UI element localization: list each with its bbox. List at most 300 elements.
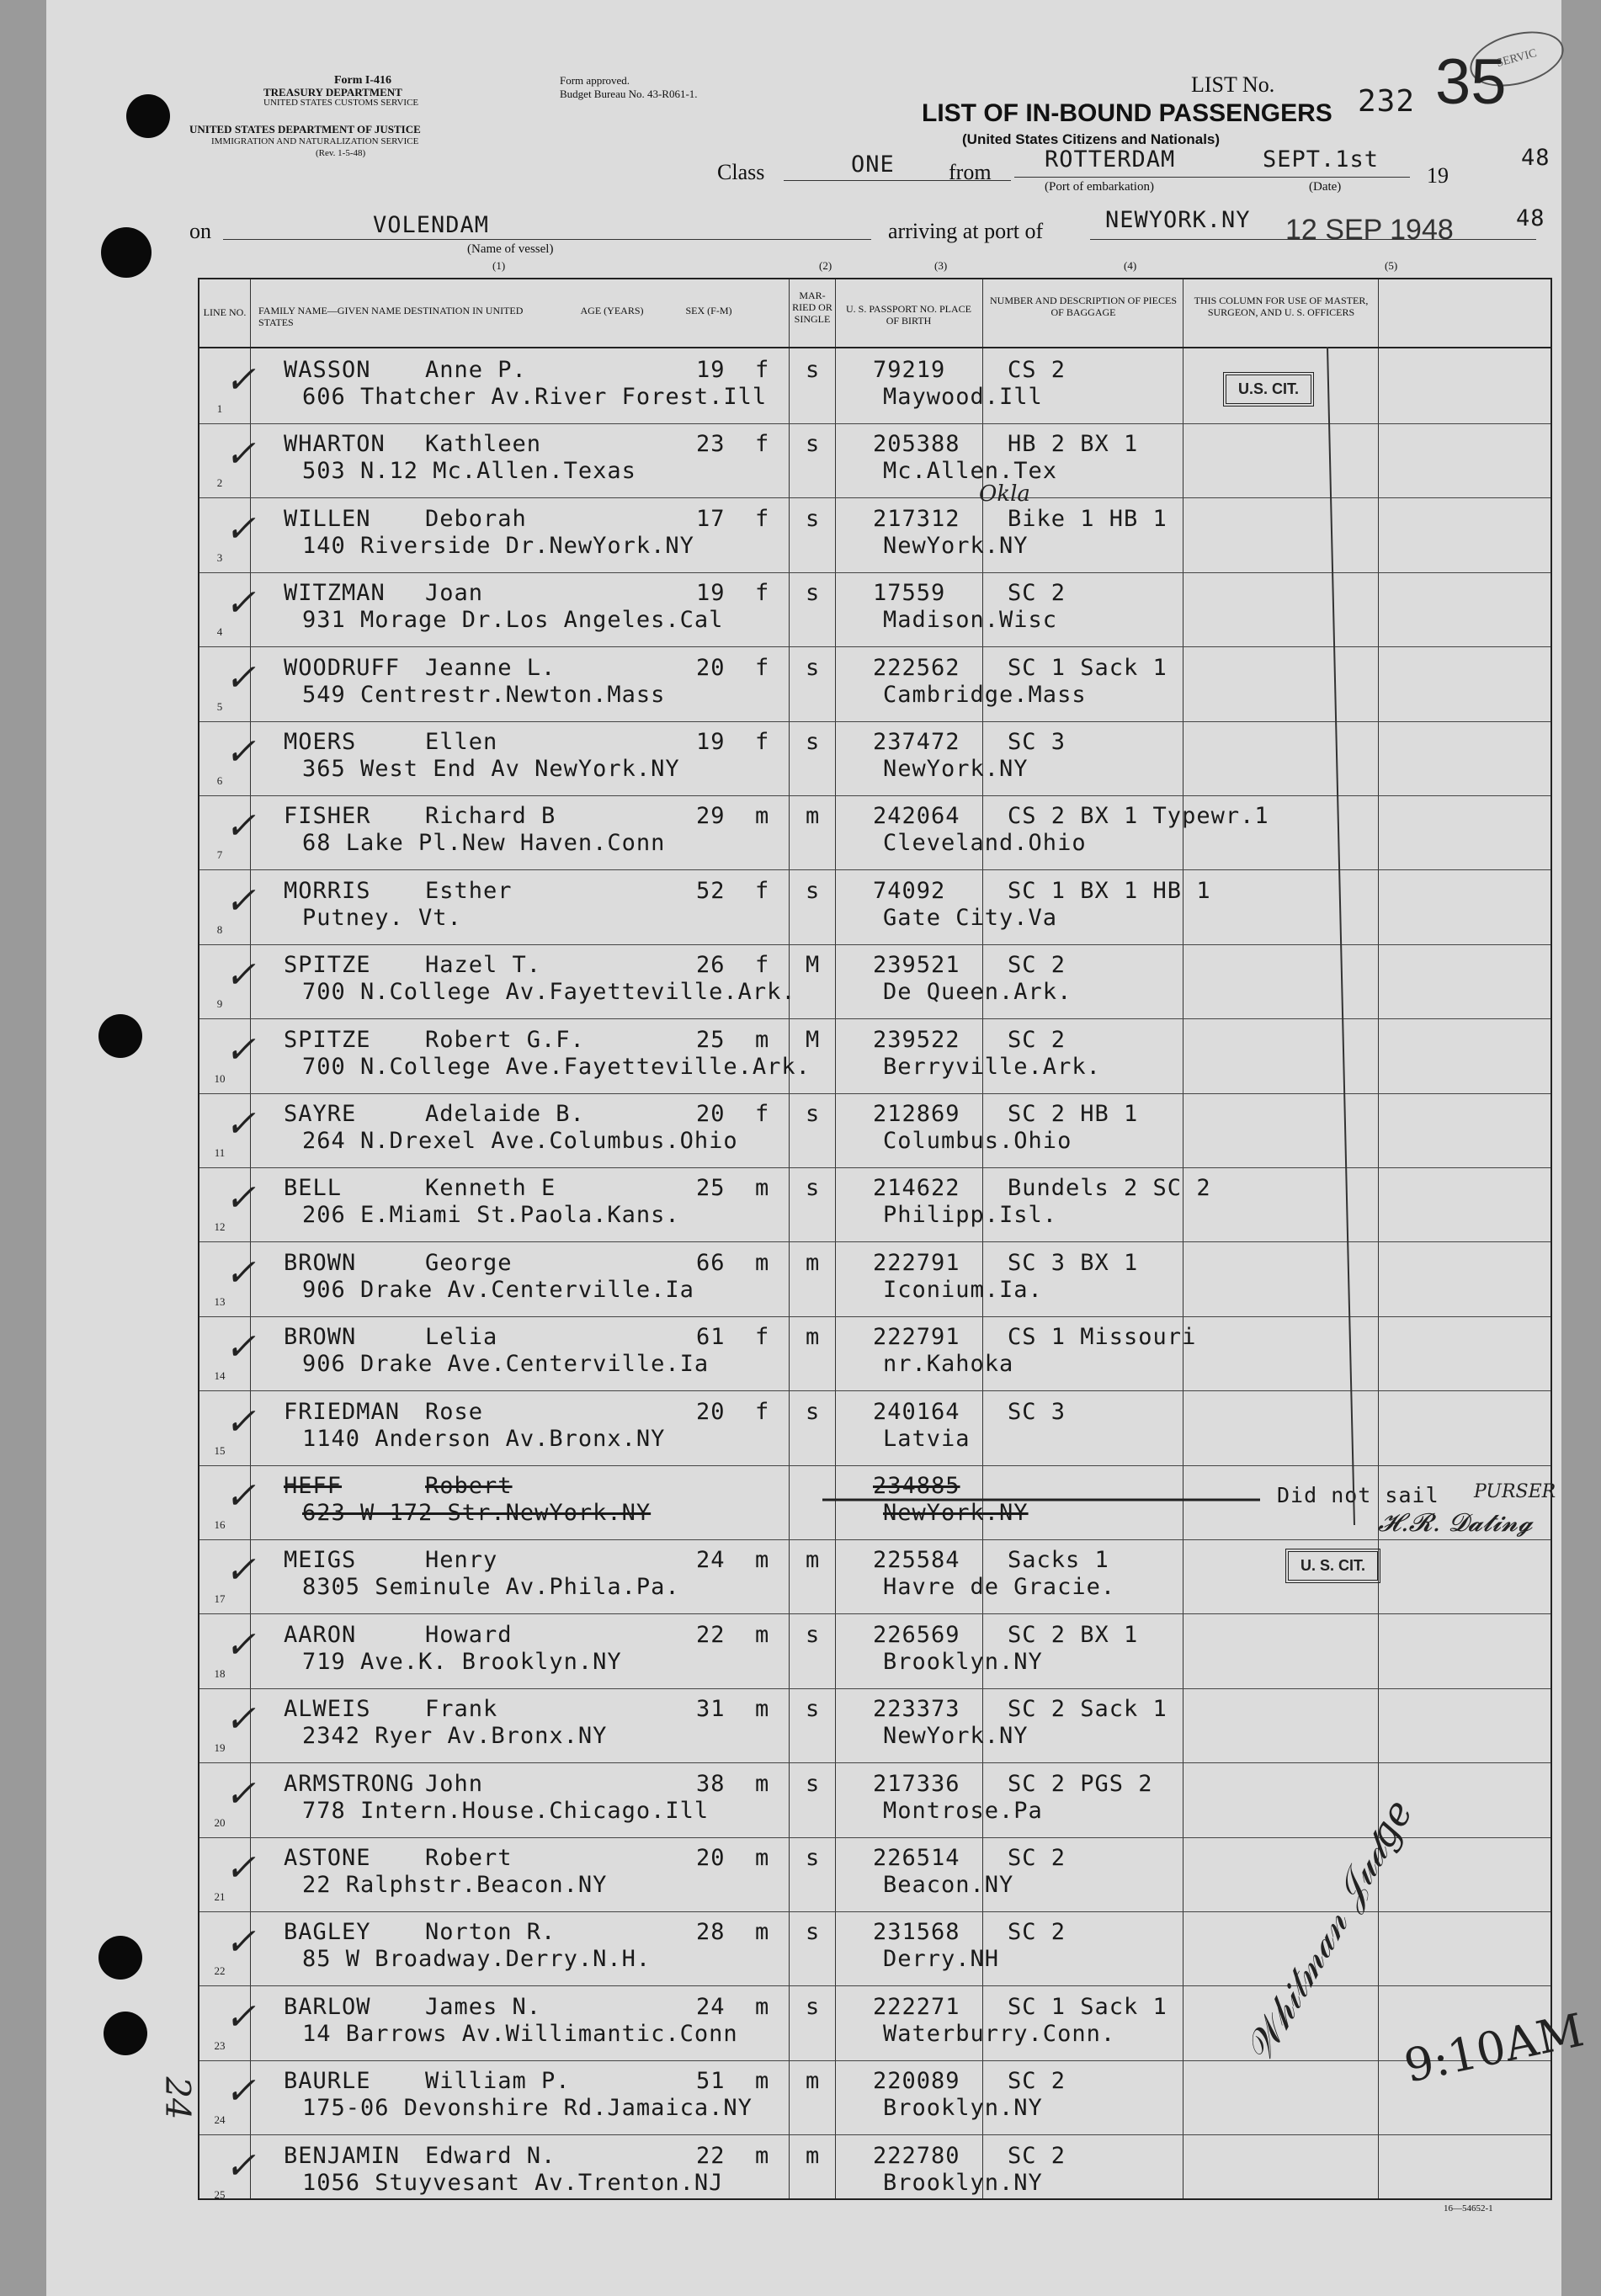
place-of-birth: Cambridge.Mass <box>883 681 1087 708</box>
address: 175-06 Devonshire Rd.Jamaica.NY <box>302 2095 753 2122</box>
line-number: 7 <box>216 848 223 862</box>
surname: MEIGS <box>284 1547 357 1574</box>
baggage: SC 3 <box>1008 1398 1066 1425</box>
line-number: 25 <box>214 2187 226 2201</box>
given-name: Anne P. <box>425 357 527 383</box>
given-name: Hazel T. <box>425 952 542 979</box>
passport-number: 205388 <box>873 431 960 458</box>
place-of-birth: Montrose.Pa <box>883 1797 1043 1824</box>
check-mark-icon: ✓ <box>225 433 256 476</box>
surname: MORRIS <box>284 877 371 904</box>
line-number: 14 <box>214 1369 226 1383</box>
line-number: 19 <box>214 1741 226 1755</box>
inspector-signature: 𝒲𝒽𝒾𝓉𝓂𝒶𝓃 𝒥𝓊𝒹𝑔𝑒 <box>1235 1791 1422 2070</box>
check-mark-icon: ✓ <box>225 1549 256 1592</box>
surname: WASSON <box>284 357 371 383</box>
passenger-table <box>198 278 1588 2201</box>
year-suffix: 48 <box>1521 145 1550 171</box>
vessel-underline <box>223 239 871 240</box>
passport-number: 240164 <box>873 1398 960 1425</box>
check-mark-icon: ✓ <box>225 1251 256 1294</box>
address: 264 N.Drexel Ave.Columbus.Ohio <box>302 1128 738 1154</box>
passport-number: 242064 <box>873 803 960 830</box>
caption-2: (2) <box>819 259 832 272</box>
line-number: 4 <box>216 625 223 639</box>
passport-number: 222791 <box>873 1249 960 1276</box>
line-number: 22 <box>214 1964 226 1978</box>
justice-label: UNITED STATES DEPARTMENT OF JUSTICE <box>189 123 421 136</box>
age: 23 <box>696 431 726 458</box>
given-name: Ellen <box>425 729 498 755</box>
place-of-birth: Cleveland.Ohio <box>883 830 1087 857</box>
surname: AARON <box>284 1621 357 1648</box>
marital-status: m <box>806 2142 821 2169</box>
surname: FRIEDMAN <box>284 1398 401 1425</box>
vessel-caption: (Name of vessel) <box>467 242 554 256</box>
age: 25 <box>696 1175 726 1202</box>
age: 20 <box>696 1101 726 1127</box>
passport-number: 226569 <box>873 1621 960 1648</box>
baggage: HB 2 BX 1 <box>1008 431 1139 458</box>
baggage: SC 2 <box>1008 1026 1066 1053</box>
place-of-birth: Beacon.NY <box>883 1872 1014 1898</box>
check-mark-icon: ✓ <box>225 1847 256 1889</box>
age: 19 <box>696 357 726 383</box>
marital-status: s <box>806 1770 821 1797</box>
given-name: William P. <box>425 2068 571 2095</box>
form-number: Form I-416 <box>334 74 392 87</box>
table-row <box>199 1987 1550 2061</box>
sex: m <box>755 1026 770 1053</box>
check-mark-icon: ✓ <box>225 954 256 997</box>
given-name: Kathleen <box>425 431 542 458</box>
arrival-date-stamp: 12 SEP 1948 <box>1285 214 1454 246</box>
departure-date: SEPT.1st <box>1263 146 1380 173</box>
sex: f <box>755 1324 770 1351</box>
address: 2342 Ryer Av.Bronx.NY <box>302 1723 608 1750</box>
line-number: 24 <box>214 2113 226 2127</box>
surname: BARLOW <box>284 1993 371 2020</box>
handwritten-time: 9:10AM <box>1399 2003 1588 2093</box>
check-mark-icon: ✓ <box>225 1400 256 1443</box>
place-of-birth: NewYork.NY <box>883 756 1029 782</box>
age: 52 <box>696 877 726 904</box>
list-no-handwritten: 35 <box>1435 46 1507 118</box>
revision-label: (Rev. 1-5-48) <box>316 148 366 158</box>
caption-5: (5) <box>1385 259 1398 272</box>
sex: f <box>755 505 770 532</box>
surname: ASTONE <box>284 1845 371 1871</box>
passport-number: 222791 <box>873 1324 960 1351</box>
footer-code: 16—54652-1 <box>1444 2203 1493 2214</box>
given-name: Rose <box>425 1398 484 1425</box>
given-name: Kenneth E <box>425 1175 556 1202</box>
given-name: Edward N. <box>425 2142 556 2169</box>
budget-label: Budget Bureau No. 43-R061-1. <box>560 88 698 100</box>
line-number: 1 <box>216 402 223 415</box>
marital-status: s <box>806 431 821 458</box>
surname: HEFF <box>284 1473 343 1499</box>
marital-status: s <box>806 729 821 755</box>
marital-status: s <box>806 357 821 383</box>
line-number: 16 <box>214 1518 226 1531</box>
check-mark-icon: ✓ <box>225 656 256 699</box>
address: 1056 Stuyvesant Av.Trenton.NJ <box>302 2169 724 2196</box>
customs-label: UNITED STATES CUSTOMS SERVICE <box>263 98 419 108</box>
address: 14 Barrows Av.Willimantic.Conn <box>302 2020 738 2047</box>
line-number: 21 <box>214 1890 226 1903</box>
address: 931 Morage Dr.Los Angeles.Cal <box>302 607 724 634</box>
baggage: Bundels 2 SC 2 <box>1008 1175 1211 1202</box>
baggage: SC 2 <box>1008 1845 1066 1871</box>
year-prefix: 19 <box>1427 163 1449 188</box>
baggage: SC 3 <box>1008 729 1066 755</box>
given-name: George <box>425 1249 513 1276</box>
class-value: ONE <box>851 151 895 178</box>
baggage: SC 2 HB 1 <box>1008 1101 1139 1127</box>
marital-status: m <box>806 1547 821 1574</box>
passport-number: 74092 <box>873 877 946 904</box>
line-number: 17 <box>214 1592 226 1606</box>
address: 623 W 172 Str.NewYork.NY <box>302 1500 652 1526</box>
baggage: SC 2 <box>1008 1919 1066 1946</box>
age: 26 <box>696 952 726 979</box>
given-name: Adelaide B. <box>425 1101 585 1127</box>
place-of-birth: Madison.Wisc <box>883 607 1058 634</box>
address: 503 N.12 Mc.Allen.Texas <box>302 458 636 485</box>
place-of-birth: Waterburry.Conn. <box>883 2020 1116 2047</box>
page-title: LIST OF IN-BOUND PASSENGERS <box>922 99 1332 127</box>
baggage: CS 2 BX 1 Typewr.1 <box>1008 803 1269 830</box>
table-row <box>199 1615 1550 1689</box>
place-of-birth: NewYork.NY <box>883 532 1029 559</box>
age: 24 <box>696 1993 726 2020</box>
arrival-underline <box>1090 239 1536 240</box>
place-of-birth: Berryville.Ark. <box>883 1053 1101 1080</box>
document-page <box>46 0 1588 2296</box>
place-of-birth: De Queen.Ark. <box>883 979 1072 1006</box>
marital-status: s <box>806 1101 821 1127</box>
surname: BAGLEY <box>284 1919 371 1946</box>
given-name: Robert G.F. <box>425 1026 585 1053</box>
check-mark-icon: ✓ <box>225 1475 256 1517</box>
age: 20 <box>696 654 726 681</box>
line-number: 20 <box>214 1815 226 1829</box>
passport-number: 214622 <box>873 1175 960 1202</box>
address: 606 Thatcher Av.River Forest.Ill <box>302 384 768 410</box>
table-row <box>199 1764 1550 1838</box>
check-mark-icon: ✓ <box>225 507 256 550</box>
approval-label: Form approved. <box>560 74 630 87</box>
line-number: 6 <box>216 774 223 787</box>
given-name: Robert <box>425 1845 513 1871</box>
passport-number: 223373 <box>873 1696 960 1723</box>
age: 66 <box>696 1249 726 1276</box>
sex: m <box>755 1175 770 1202</box>
list-no-label: LIST No. <box>1191 72 1275 97</box>
marital-status: m <box>806 1249 821 1276</box>
address: 206 E.Miami St.Paola.Kans. <box>302 1202 680 1229</box>
passport-number: 17559 <box>873 580 946 607</box>
treasury-label: TREASURY DEPARTMENT <box>263 86 402 98</box>
sex: m <box>755 1696 770 1723</box>
line-number: 23 <box>214 2038 226 2052</box>
col-officers: THIS COLUMN FOR USE OF MASTER, SURGEON, AND U. S. OFFICERS <box>1194 295 1369 318</box>
caption-4: (4) <box>1124 259 1137 272</box>
sex: f <box>755 357 770 383</box>
surname: BROWN <box>284 1249 357 1276</box>
place-of-birth: Derry.NH <box>883 1946 1000 1973</box>
line-number: 3 <box>216 550 223 564</box>
sex: m <box>755 1845 770 1871</box>
line-number: 11 <box>214 1146 226 1159</box>
marital-status: m <box>806 803 821 830</box>
col-family-name: FAMILY NAME—GIVEN NAME DESTINATION IN UNITED STATES <box>258 305 524 328</box>
surname: WILLEN <box>284 505 371 532</box>
check-mark-icon: ✓ <box>225 805 256 848</box>
binder-hole <box>98 1936 142 1980</box>
check-mark-icon: ✓ <box>225 1698 256 1741</box>
address: 719 Ave.K. Brooklyn.NY <box>302 1648 622 1675</box>
margin-handwriting: 24 <box>157 2076 197 2120</box>
ins-label: IMMIGRATION AND NATURALIZATION SERVICE <box>211 136 419 146</box>
binder-hole <box>126 94 170 138</box>
sex: m <box>755 1770 770 1797</box>
class-label: Class <box>717 160 765 184</box>
marital-status: m <box>806 1324 821 1351</box>
address: 778 Intern.House.Chicago.Ill <box>302 1797 710 1824</box>
marital-status: s <box>806 1919 821 1946</box>
given-name: Joan <box>425 580 484 607</box>
check-mark-icon: ✓ <box>225 1995 256 2038</box>
age: 22 <box>696 2142 726 2169</box>
check-mark-icon: ✓ <box>225 879 256 922</box>
given-name: Robert <box>425 1473 513 1499</box>
marital-status: M <box>806 1026 821 1053</box>
age: 28 <box>696 1919 726 1946</box>
sex: m <box>755 1993 770 2020</box>
surname: WITZMAN <box>284 580 386 607</box>
check-mark-icon: ✓ <box>225 1103 256 1145</box>
given-name: Howard <box>425 1621 513 1648</box>
place-of-birth: Latvia <box>883 1425 971 1452</box>
baggage: SC 2 PGS 2 <box>1008 1770 1153 1797</box>
okla-correction: Okla <box>979 481 1030 507</box>
sex: m <box>755 1249 770 1276</box>
baggage: Sacks 1 <box>1008 1547 1109 1574</box>
passport-number: 79219 <box>873 357 946 383</box>
age: 61 <box>696 1324 726 1351</box>
given-name: Frank <box>425 1696 498 1723</box>
line-number: 9 <box>216 997 223 1011</box>
sex: f <box>755 654 770 681</box>
baggage: SC 1 Sack 1 <box>1008 654 1168 681</box>
address: 8305 Seminule Av.Phila.Pa. <box>302 1574 680 1601</box>
surname: ARMSTRONG <box>284 1770 415 1797</box>
address: 906 Drake Ave.Centerville.Ia <box>302 1351 710 1378</box>
place-of-birth: Brooklyn.NY <box>883 2095 1043 2122</box>
baggage: SC 1 BX 1 HB 1 <box>1008 877 1211 904</box>
surname: ALWEIS <box>284 1696 371 1723</box>
sex: f <box>755 952 770 979</box>
passport-number: 226514 <box>873 1845 960 1871</box>
line-number: 5 <box>216 699 223 713</box>
purser-signature: 𝓗.𝓡. 𝓓𝓪𝓽𝓲𝓷𝓰 <box>1378 1508 1533 1538</box>
age: 51 <box>696 2068 726 2095</box>
check-mark-icon: ✓ <box>225 582 256 625</box>
binder-hole <box>98 1014 142 1058</box>
sex: m <box>755 2068 770 2095</box>
age: 19 <box>696 580 726 607</box>
table-row <box>199 2061 1550 2135</box>
list-no-value: 232 <box>1358 84 1416 119</box>
address: 700 N.College Av.Fayetteville.Ark. <box>302 979 796 1006</box>
arrival-year: 48 <box>1516 205 1545 231</box>
given-name: Richard B <box>425 803 556 830</box>
surname: WOODRUFF <box>284 654 401 681</box>
baggage: CS 2 <box>1008 357 1066 383</box>
vessel-name: VOLENDAM <box>373 212 490 238</box>
purser-note: PURSER <box>1474 1481 1556 1502</box>
passport-number: 231568 <box>873 1919 960 1946</box>
address: 68 Lake Pl.New Haven.Conn <box>302 830 666 857</box>
age: 22 <box>696 1621 726 1648</box>
binder-hole <box>101 227 152 278</box>
marital-status: s <box>806 1993 821 2020</box>
arrival-port: NEWYORK.NY <box>1105 207 1251 233</box>
surname: FISHER <box>284 803 371 830</box>
col-sex: SEX (F-M) <box>685 305 732 316</box>
surname: SPITZE <box>284 1026 371 1053</box>
sex: f <box>755 1398 770 1425</box>
surname: BENJAMIN <box>284 2142 401 2169</box>
surname: SAYRE <box>284 1101 357 1127</box>
passport-number: 239522 <box>873 1026 960 1053</box>
caption-1: (1) <box>492 259 506 272</box>
marital-status: s <box>806 1845 821 1871</box>
col-age: AGE (YEARS) <box>580 305 644 316</box>
place-of-birth: Havre de Gracie. <box>883 1574 1116 1601</box>
col-passport: U. S. PASSPORT NO. PLACE OF BIRTH <box>846 303 971 327</box>
address: 365 West End Av NewYork.NY <box>302 756 680 782</box>
passport-number: 212869 <box>873 1101 960 1127</box>
us-citizen-stamp: U.S. CIT. <box>1223 372 1314 407</box>
address: 1140 Anderson Av.Bronx.NY <box>302 1425 666 1452</box>
baggage: SC 2 <box>1008 2068 1066 2095</box>
marital-status: M <box>806 952 821 979</box>
address: 906 Drake Av.Centerville.Ia <box>302 1276 694 1303</box>
place-of-birth: NewYork.NY <box>883 1500 1029 1526</box>
check-mark-icon: ✓ <box>225 1623 256 1666</box>
line-number: 12 <box>214 1220 226 1234</box>
col-married: MAR-RIED OR SINGLE <box>792 290 832 325</box>
given-name: Norton R. <box>425 1919 556 1946</box>
marital-status: s <box>806 1175 821 1202</box>
date-underline <box>1258 177 1410 178</box>
passport-number: 222780 <box>873 2142 960 2169</box>
address: 85 W Broadway.Derry.N.H. <box>302 1946 652 1973</box>
date-caption: (Date) <box>1309 180 1342 194</box>
check-mark-icon: ✓ <box>225 359 256 401</box>
age: 31 <box>696 1696 726 1723</box>
check-mark-icon: ✓ <box>225 2144 256 2187</box>
baggage: SC 3 BX 1 <box>1008 1249 1139 1276</box>
did-not-sail-bracket <box>822 1475 1277 1525</box>
place-of-birth: Gate City.Va <box>883 904 1058 931</box>
arriving-label: arriving at port of <box>888 219 1044 243</box>
surname: WHARTON <box>284 431 386 458</box>
given-name: Lelia <box>425 1324 498 1351</box>
passport-number: 217312 <box>873 505 960 532</box>
passport-number: 225584 <box>873 1547 960 1574</box>
port-of-embarkation: ROTTERDAM <box>1045 146 1176 173</box>
binder-hole <box>104 2012 147 2055</box>
address: 549 Centrestr.Newton.Mass <box>302 681 666 708</box>
baggage: SC 2 <box>1008 952 1066 979</box>
passport-number: 220089 <box>873 2068 960 2095</box>
line-number: 8 <box>216 922 223 936</box>
place-of-birth: NewYork.NY <box>883 1723 1029 1750</box>
surname: SPITZE <box>284 952 371 979</box>
surname: MOERS <box>284 729 357 755</box>
page-subtitle: (United States Citizens and Nationals) <box>962 131 1221 147</box>
check-mark-icon: ✓ <box>225 1028 256 1071</box>
baggage: SC 2 <box>1008 580 1066 607</box>
did-not-sail-note: Did not sail <box>1277 1483 1439 1507</box>
given-name: James N. <box>425 1993 542 2020</box>
check-mark-icon: ✓ <box>225 1772 256 1815</box>
place-of-birth: Brooklyn.NY <box>883 1648 1043 1675</box>
marital-status: s <box>806 1621 821 1648</box>
baggage: CS 1 Missouri <box>1008 1324 1197 1351</box>
age: 29 <box>696 803 726 830</box>
marital-status: m <box>806 2068 821 2095</box>
from-label: from <box>949 160 992 184</box>
age: 20 <box>696 1845 726 1871</box>
sex: m <box>755 803 770 830</box>
place-of-birth: Iconium.Ia. <box>883 1276 1043 1303</box>
sex: m <box>755 1919 770 1946</box>
place-of-birth: Mc.Allen.Tex <box>883 458 1058 485</box>
port-caption: (Port of embarkation) <box>1045 180 1154 194</box>
given-name: Jeanne L. <box>425 654 556 681</box>
sex: m <box>755 1547 770 1574</box>
check-mark-icon: ✓ <box>225 1326 256 1369</box>
baggage: Bike 1 HB 1 <box>1008 505 1168 532</box>
caption-3: (3) <box>934 259 948 272</box>
col-baggage: NUMBER AND DESCRIPTION OF PIECES OF BAGGAGE <box>989 295 1178 318</box>
address: 700 N.College Ave.Fayetteville.Ark. <box>302 1053 811 1080</box>
place-of-birth: nr.Kahoka <box>883 1351 1014 1378</box>
on-label: on <box>189 219 211 243</box>
line-number: 10 <box>214 1071 226 1085</box>
check-mark-icon: ✓ <box>225 1921 256 1964</box>
baggage: SC 1 Sack 1 <box>1008 1993 1168 2020</box>
corner-stamp: SERVIC <box>1464 22 1570 95</box>
given-name: Deborah <box>425 505 527 532</box>
surname: BELL <box>284 1175 343 1202</box>
age: 38 <box>696 1770 726 1797</box>
sex: f <box>755 1101 770 1127</box>
baggage: SC 2 <box>1008 2142 1066 2169</box>
address: 140 Riverside Dr.NewYork.NY <box>302 532 694 559</box>
col-line-no: LINE NO. <box>203 306 247 318</box>
age: 17 <box>696 505 726 532</box>
sex: f <box>755 431 770 458</box>
marital-status: s <box>806 580 821 607</box>
place-of-birth: Maywood.Ill <box>883 384 1043 410</box>
passport-number: 234885 <box>873 1473 960 1499</box>
